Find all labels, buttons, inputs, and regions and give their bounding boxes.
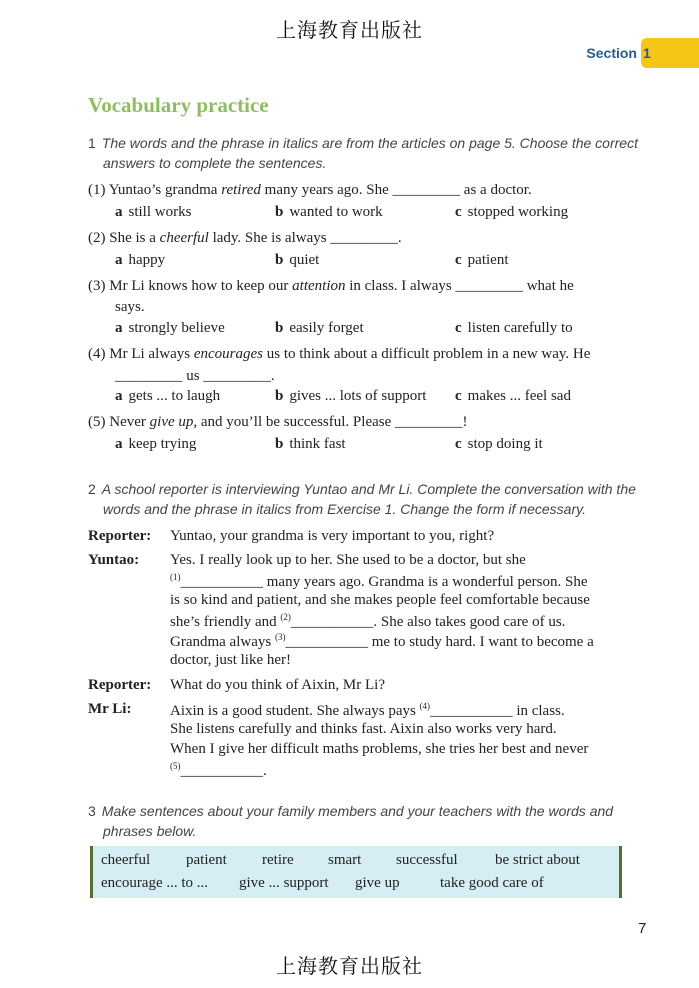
word-item: give up xyxy=(355,875,400,891)
dialogue-line xyxy=(170,612,565,631)
exercise-2-instructions xyxy=(88,479,648,519)
dialogue-line: is so kind and patient, and she makes people feel comfortable because xyxy=(170,592,590,608)
option-letter: a xyxy=(115,388,123,404)
option-text: keep trying xyxy=(128,436,197,452)
option-1b xyxy=(275,204,383,221)
dialogue-text: ___________. She also takes good care of us. xyxy=(290,614,566,630)
option-letter: a xyxy=(115,320,123,336)
exercise-1-instr-line1: The words and the phrase in italics are from the articles on page 5. Choose the correct xyxy=(101,135,638,151)
exercise-3-instr-line1: Make sentences about your family members and your teachers with the words and xyxy=(101,803,614,819)
question-number: (2) xyxy=(88,230,106,246)
question-text: lady. She is always _________. xyxy=(208,230,402,246)
option-letter: c xyxy=(455,204,462,220)
question-text: Never xyxy=(109,414,150,430)
exercise-3-number: 3 xyxy=(88,803,96,819)
question-2 xyxy=(88,228,402,248)
dialogue-line: Yes. I really look up to her. She used to be a doctor, but she xyxy=(170,552,526,568)
section-tab xyxy=(586,38,699,68)
dialogue-line: What do you think of Aixin, Mr Li? xyxy=(170,677,385,693)
option-3b xyxy=(275,320,364,337)
blank-number: (3) xyxy=(274,632,286,642)
word-item: patient xyxy=(186,852,227,868)
option-text: happy xyxy=(128,252,166,268)
option-3a xyxy=(115,320,225,337)
option-letter: b xyxy=(275,320,284,336)
option-letter: c xyxy=(455,388,462,404)
question-italic: give up, xyxy=(149,414,198,430)
question-italic: attention xyxy=(292,278,346,294)
option-letter: b xyxy=(275,204,284,220)
section-label: Section xyxy=(586,45,637,61)
option-letter: b xyxy=(275,436,284,452)
question-text: Mr Li always xyxy=(109,346,194,362)
option-4a xyxy=(115,388,220,405)
question-text: She is a xyxy=(109,230,160,246)
dialogue-line: When I give her difficult maths problems, she tries her best and never xyxy=(170,741,589,757)
option-letter: b xyxy=(275,388,284,404)
speaker-mr-li: Mr Li: xyxy=(88,701,132,717)
exercise-1-number: 1 xyxy=(88,135,96,151)
word-item: give ... support xyxy=(239,875,329,891)
option-1a xyxy=(115,204,191,221)
word-item: successful xyxy=(396,852,458,868)
word-item: be strict about xyxy=(495,852,580,868)
option-4c xyxy=(455,388,571,405)
dialogue-line xyxy=(170,572,588,591)
dialogue-text: Aixin is a good student. She always pays xyxy=(170,703,420,719)
question-italic: retired xyxy=(221,182,261,198)
word-item: cheerful xyxy=(101,852,151,868)
option-text: easily forget xyxy=(289,320,364,336)
dialogue-line xyxy=(170,632,594,651)
word-item: encourage ... to ... xyxy=(101,875,209,891)
word-item: retire xyxy=(262,852,294,868)
question-4 xyxy=(88,344,590,364)
word-item: take good care of xyxy=(440,875,544,891)
question-4-cont: _________ us _________. xyxy=(115,368,275,384)
exercise-1-instructions xyxy=(88,133,648,173)
option-5b xyxy=(275,436,346,453)
question-text: us to think about a difficult problem in a new way. He xyxy=(262,346,591,362)
question-text: Mr Li knows how to keep our xyxy=(109,278,293,294)
option-text: stopped working xyxy=(467,204,569,220)
question-1 xyxy=(88,180,532,200)
question-italic: cheerful xyxy=(159,230,209,246)
option-4b xyxy=(275,388,426,405)
dialogue-line xyxy=(170,761,267,780)
option-letter: c xyxy=(455,320,462,336)
option-text: patient xyxy=(467,252,509,268)
question-3-cont: says. xyxy=(115,299,145,315)
dialogue-text: ___________. xyxy=(180,763,267,779)
publisher-header: 上海教育出版社 xyxy=(276,18,423,42)
option-text: strongly believe xyxy=(128,320,225,336)
dialogue-text: ___________ me to study hard. I want to become a xyxy=(285,634,594,650)
dialogue-text: ___________ many years ago. Grandma is a wonderful person. She xyxy=(180,574,588,590)
publisher-footer: 上海教育出版社 xyxy=(276,954,423,978)
dialogue-line xyxy=(170,701,565,720)
question-text: Yuntao’s grandma xyxy=(108,182,222,198)
option-letter: c xyxy=(455,252,462,268)
option-text: listen carefully to xyxy=(467,320,573,336)
dialogue-line: doctor, just like her! xyxy=(170,652,292,668)
speaker-yuntao: Yuntao: xyxy=(88,552,140,568)
question-5 xyxy=(88,412,468,432)
option-text: wanted to work xyxy=(289,204,383,220)
section-number: 1 xyxy=(641,38,699,68)
exercise-2-instr-line1: A school reporter is interviewing Yuntao and Mr Li. Complete the conversation with the xyxy=(101,481,636,497)
question-italic: encourages xyxy=(193,346,263,362)
word-box xyxy=(90,846,622,898)
option-5a xyxy=(115,436,196,453)
dialogue-text: she’s friendly and xyxy=(170,614,281,630)
blank-number: (2) xyxy=(280,612,291,622)
option-letter: c xyxy=(455,436,462,452)
option-text: think fast xyxy=(289,436,346,452)
dialogue-line: She listens carefully and thinks fast. Aixin also works very hard. xyxy=(170,721,557,737)
question-text: and you’ll be successful. Please _________! xyxy=(197,414,468,430)
page-title: Vocabulary practice xyxy=(88,93,269,117)
exercise-2-number: 2 xyxy=(88,481,96,497)
dialogue-text: Grandma always xyxy=(170,634,275,650)
question-3 xyxy=(88,276,574,296)
option-1c xyxy=(455,204,568,221)
option-5c xyxy=(455,436,543,453)
speaker-reporter: Reporter: xyxy=(88,528,152,544)
dialogue-line: Yuntao, your grandma is very important to you, right? xyxy=(170,528,495,544)
option-2c xyxy=(455,252,509,269)
blank-number: (4) xyxy=(419,701,431,711)
exercise-2-instr-line2: words and the phrase in italics from Exercise 1. Change the form if necessary. xyxy=(103,501,586,517)
option-text: quiet xyxy=(289,252,320,268)
question-number: (3) xyxy=(88,278,106,294)
exercise-3-instr-line2: phrases below. xyxy=(103,823,197,839)
question-number: (1) xyxy=(88,182,106,198)
dialogue-text: ___________ in class. xyxy=(430,703,565,719)
speaker-reporter: Reporter: xyxy=(88,677,152,693)
option-3c xyxy=(455,320,573,337)
option-2a xyxy=(115,252,165,269)
option-letter: a xyxy=(115,252,123,268)
option-letter: b xyxy=(275,252,284,268)
word-item: smart xyxy=(328,852,362,868)
option-text: stop doing it xyxy=(467,436,543,452)
exercise-3-instructions xyxy=(88,801,648,841)
exercise-1-instr-line2: answers to complete the sentences. xyxy=(103,155,327,171)
option-2b xyxy=(275,252,319,269)
option-letter: a xyxy=(115,204,123,220)
option-text: gets ... to laugh xyxy=(128,388,221,404)
blank-number: (1) xyxy=(170,572,181,582)
question-number: (5) xyxy=(88,414,106,430)
page-number: 7 xyxy=(638,920,647,937)
option-text: gives ... lots of support xyxy=(289,388,427,404)
option-text: still works xyxy=(128,204,192,220)
option-letter: a xyxy=(115,436,123,452)
blank-number: (5) xyxy=(170,761,181,771)
question-number: (4) xyxy=(88,346,106,362)
option-text: makes ... feel sad xyxy=(467,388,571,404)
question-text: many years ago. She _________ as a doctor. xyxy=(260,182,532,198)
question-text: in class. I always _________ what he xyxy=(345,278,574,294)
